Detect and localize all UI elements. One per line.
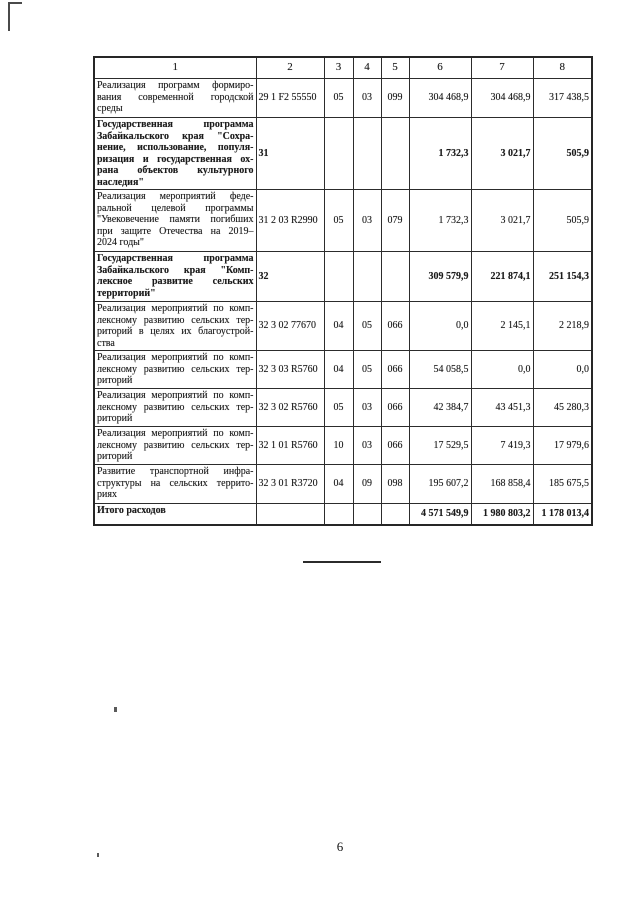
column-header-1: 1 [94,57,256,79]
table-row [94,465,592,504]
column-header-8: 8 [533,57,592,79]
amount-col8-cell: 2 218,9 [533,302,592,351]
program-name-cell: Развитие транспортной инфра- структуры на сельских террито- риях [94,465,256,504]
program-name-cell: Государственная программа Забайкальского края "Комп- лексное развитие сельских территорий" [94,252,256,302]
table-body [94,79,592,525]
column-header-2: 2 [256,57,324,79]
subsection-code-cell [353,252,381,302]
type-code-cell: 079 [381,190,409,252]
type-code-cell: 066 [381,427,409,465]
budget-code-cell: 32 3 02 R5760 [256,389,324,427]
amount-col8-cell: 17 979,6 [533,427,592,465]
budget-code-cell: 29 1 F2 55550 [256,79,324,118]
table-row [94,252,592,302]
section-code-cell: 04 [324,302,353,351]
amount-col8-cell: 505,9 [533,190,592,252]
amount-col7-cell: 0,0 [471,351,533,389]
amount-col6-cell: 42 384,7 [409,389,471,427]
section-code-cell [324,118,353,190]
amount-col7-cell: 3 021,7 [471,190,533,252]
column-header-7: 7 [471,57,533,79]
scan-speck [114,707,117,712]
amount-col6-cell: 304 468,9 [409,79,471,118]
amount-col8-cell: 0,0 [533,351,592,389]
amount-col7-cell: 2 145,1 [471,302,533,351]
budget-code-cell: 32 3 03 R5760 [256,351,324,389]
subsection-code-cell: 03 [353,190,381,252]
subsection-code-cell [353,118,381,190]
amount-col8-cell: 317 438,5 [533,79,592,118]
budget-code-cell: 32 1 01 R5760 [256,427,324,465]
subsection-code-cell: 05 [353,351,381,389]
amount-col6-cell: 195 607,2 [409,465,471,504]
subsection-code-cell: 03 [353,389,381,427]
amount-col6-cell: 0,0 [409,302,471,351]
scan-speck [97,853,99,857]
total-row [94,504,592,525]
section-code-cell: 05 [324,79,353,118]
page-number: 6 [336,839,344,854]
amount-col7-cell: 7 419,3 [471,427,533,465]
header-row [94,57,592,79]
table-header [94,57,592,79]
budget-expenditure-table [93,56,593,526]
subsection-code-cell [353,504,381,525]
type-code-cell: 066 [381,351,409,389]
column-header-4: 4 [353,57,381,79]
program-name-cell: Реализация мероприятий по комп- лексному развитию сельских тер- риторий в целях их благоустрой- ства [94,302,256,351]
amount-col6-cell: 1 732,3 [409,190,471,252]
amount-col8-cell: 251 154,3 [533,252,592,302]
program-name-cell: Реализация программ формиро- вания современной городской среды [94,79,256,118]
column-header-5: 5 [381,57,409,79]
program-name-cell: Реализация мероприятий по комп- лексному развитию сельских тер- риторий [94,427,256,465]
table-row [94,351,592,389]
amount-col7-cell: 221 874,1 [471,252,533,302]
program-name-cell: Реализация мероприятий по комп- лексному развитию сельских тер- риторий [94,389,256,427]
table-row [94,190,592,252]
column-header-6: 6 [409,57,471,79]
amount-col6-cell: 17 529,5 [409,427,471,465]
subsection-code-cell: 09 [353,465,381,504]
amount-col7-cell: 43 451,3 [471,389,533,427]
amount-col8-cell: 185 675,5 [533,465,592,504]
column-header-3: 3 [324,57,353,79]
signature-line [303,561,381,563]
budget-code-cell [256,504,324,525]
type-code-cell: 098 [381,465,409,504]
amount-col6-cell: 54 058,5 [409,351,471,389]
amount-col8-cell: 505,9 [533,118,592,190]
amount-col7-cell: 3 021,7 [471,118,533,190]
type-code-cell [381,252,409,302]
total-amount-col6-cell: 4 571 549,9 [409,504,471,525]
budget-code-cell: 32 3 01 R3720 [256,465,324,504]
type-code-cell: 099 [381,79,409,118]
section-code-cell [324,504,353,525]
budget-code-cell: 31 [256,118,324,190]
subsection-code-cell: 03 [353,79,381,118]
budget-code-cell: 32 3 02 77670 [256,302,324,351]
section-code-cell: 10 [324,427,353,465]
table-row [94,79,592,118]
type-code-cell [381,504,409,525]
amount-col7-cell: 168 858,4 [471,465,533,504]
type-code-cell [381,118,409,190]
section-code-cell: 04 [324,465,353,504]
section-code-cell [324,252,353,302]
amount-col6-cell: 1 732,3 [409,118,471,190]
total-label-cell: Итого расходов [94,504,256,525]
subsection-code-cell: 05 [353,302,381,351]
subsection-code-cell: 03 [353,427,381,465]
program-name-cell: Реализация мероприятий по комп- лексному развитию сельских тер- риторий [94,351,256,389]
amount-col6-cell: 309 579,9 [409,252,471,302]
total-amount-col8-cell: 1 178 013,4 [533,504,592,525]
table-row [94,118,592,190]
budget-code-cell: 31 2 03 R2990 [256,190,324,252]
table-row [94,302,592,351]
program-name-cell: Реализация мероприятий феде- ральной целевой программы "Увековечение памяти погибших при защите Отечества на 2019– 2024 годы" [94,190,256,252]
type-code-cell: 066 [381,389,409,427]
section-code-cell: 04 [324,351,353,389]
total-amount-col7-cell: 1 980 803,2 [471,504,533,525]
budget-code-cell: 32 [256,252,324,302]
section-code-cell: 05 [324,190,353,252]
type-code-cell: 066 [381,302,409,351]
table-row [94,427,592,465]
amount-col7-cell: 304 468,9 [471,79,533,118]
section-code-cell: 05 [324,389,353,427]
amount-col8-cell: 45 280,3 [533,389,592,427]
corner-crop-mark [8,2,22,31]
table-row [94,389,592,427]
program-name-cell: Государственная программа Забайкальского края "Сохра- нение, использование, популя- ризация и государственная ох- рана объектов культурного наследия" [94,118,256,190]
